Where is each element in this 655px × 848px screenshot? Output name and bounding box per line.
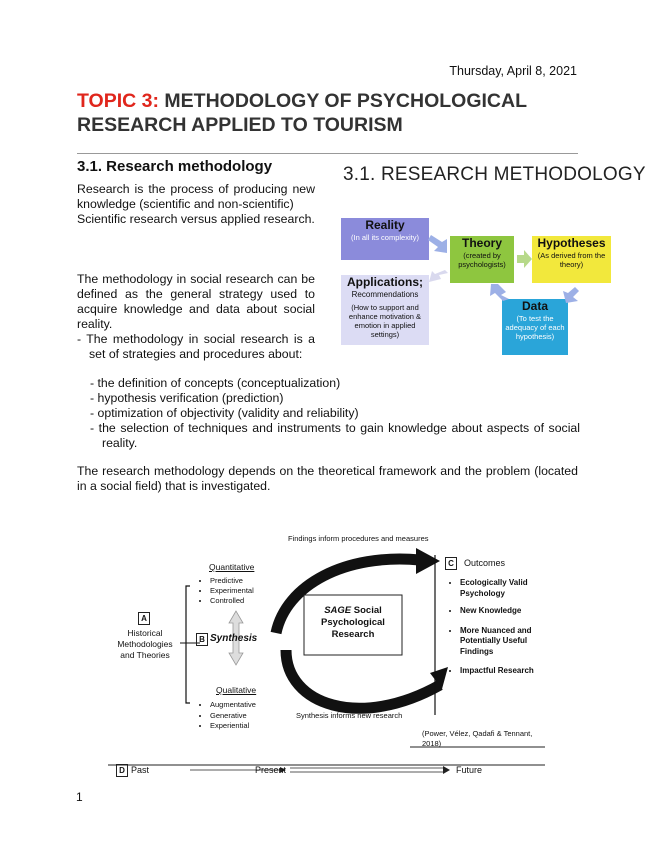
historical-methodologies-label: Historical Methodologies and Theories (117, 628, 173, 660)
list-item: • Generative (210, 711, 256, 722)
arrow-hypotheses-to-data (563, 287, 579, 303)
paragraph-methodology: The methodology in social research can be defined as the general strategy used to acquire knowledge and data about social reality. (77, 272, 315, 331)
arrow-theory-to-hypotheses (517, 250, 532, 268)
figure-title: 3.1. RESEARCH METHODOLOGY (343, 164, 646, 185)
sub-bullet-list (90, 376, 580, 451)
center-rest: Social Psychological Research (321, 605, 385, 640)
paragraph-framework: The research methodology depends on the theoretical framework and the problem (located in a social field) that is investigated. (77, 464, 578, 493)
sage-word: SAGE (324, 605, 352, 616)
list-item: - hypothesis verification (prediction) (90, 391, 284, 405)
label-c: C (445, 557, 457, 570)
data-head: Data (521, 299, 548, 313)
list-item: - the definition of concepts (conceptualization) (90, 376, 341, 390)
data-sub: (To test the adequacy of each hypothesis) (505, 314, 565, 341)
paragraph-research-definition (77, 182, 315, 227)
quantitative-head: Quantitative (209, 562, 255, 572)
top-arrowhead (416, 548, 440, 574)
theory-sub: (created by psychologists) (458, 251, 506, 269)
hypotheses-sub: (As derived from the theory) (537, 251, 606, 269)
arrow-reality-to-theory (428, 235, 447, 253)
list-item: • Impactful Research (460, 666, 560, 677)
timeline-present: Present (255, 765, 287, 775)
list-item: • More Nuanced and Potentially Useful Findings (460, 626, 560, 658)
list-item: • Predictive (210, 576, 254, 586)
timeline-past: Past (131, 765, 150, 775)
label-b: B (196, 633, 208, 646)
theory-head: Theory (461, 236, 502, 250)
bullet-methodology (77, 332, 315, 362)
center-label (304, 605, 402, 641)
top-arrow-label: Findings inform procedures and measures (288, 534, 429, 543)
list-item: • Experiential (210, 721, 256, 732)
bullet-text: - The methodology in social research is a set of strategies and procedures about: (77, 332, 315, 361)
arrow-theory-to-applications (429, 270, 448, 282)
label-a: A (138, 612, 150, 625)
timeline-future: Future (456, 765, 483, 775)
figure1-arrows (330, 215, 630, 365)
list-item: • Ecologically Valid Psychology (460, 578, 560, 599)
paragraph-line: Research is the process of producing new knowledge (scientific and non-scientific) (77, 182, 315, 211)
topic-label: TOPIC 3: (77, 90, 159, 112)
list-item: • Experimental (210, 586, 254, 596)
section-heading: 3.1. Research methodology (77, 158, 273, 175)
bracket (186, 586, 190, 703)
qualitative-head: Qualitative (216, 685, 257, 695)
outcomes-head: Outcomes (464, 558, 506, 568)
synthesis-label: Synthesis (210, 633, 258, 644)
applications-sub: Recommendations (351, 290, 419, 299)
bottom-curved-arrow (286, 650, 440, 708)
list-item: • New Knowledge (460, 606, 560, 617)
list-item: • Controlled (210, 596, 254, 606)
list-item: - optimization of objectivity (validity and reliability) (90, 406, 359, 420)
citation: (Power, Vélez, Qadafi & Tennant, 2018) (422, 729, 533, 748)
list-item: - the selection of techniques and instruments to gain knowledge about aspects of social reality. (90, 421, 580, 450)
page-date: Thursday, April 8, 2021 (449, 64, 577, 78)
outcomes-list (446, 578, 560, 677)
label-d: D (116, 764, 128, 777)
page-number: 1 (76, 790, 83, 804)
arrow-data-to-theory (490, 284, 509, 301)
paragraph-line: Scientific research versus applied research. (77, 212, 315, 226)
page-title (77, 89, 577, 137)
bottom-arrow-label: Synthesis informs new research (296, 711, 403, 720)
list-item: • Augmentative (210, 700, 256, 711)
divider (77, 153, 578, 154)
reality-sub: (In all its complexity) (351, 233, 419, 242)
future-arrowhead (443, 766, 450, 774)
qualitative-list (196, 700, 256, 732)
hypotheses-head: Hypotheses (537, 236, 606, 250)
reality-head: Reality (365, 218, 405, 232)
topic-title: METHODOLOGY OF PSYCHOLOGICAL RESEARCH APPLIED TO TOURISM (77, 90, 527, 136)
applications-head: Applications; (346, 275, 423, 289)
quantitative-list (196, 576, 254, 606)
applications-detail: (How to support and enhance motivation & emotion in applied settings) (348, 303, 422, 339)
